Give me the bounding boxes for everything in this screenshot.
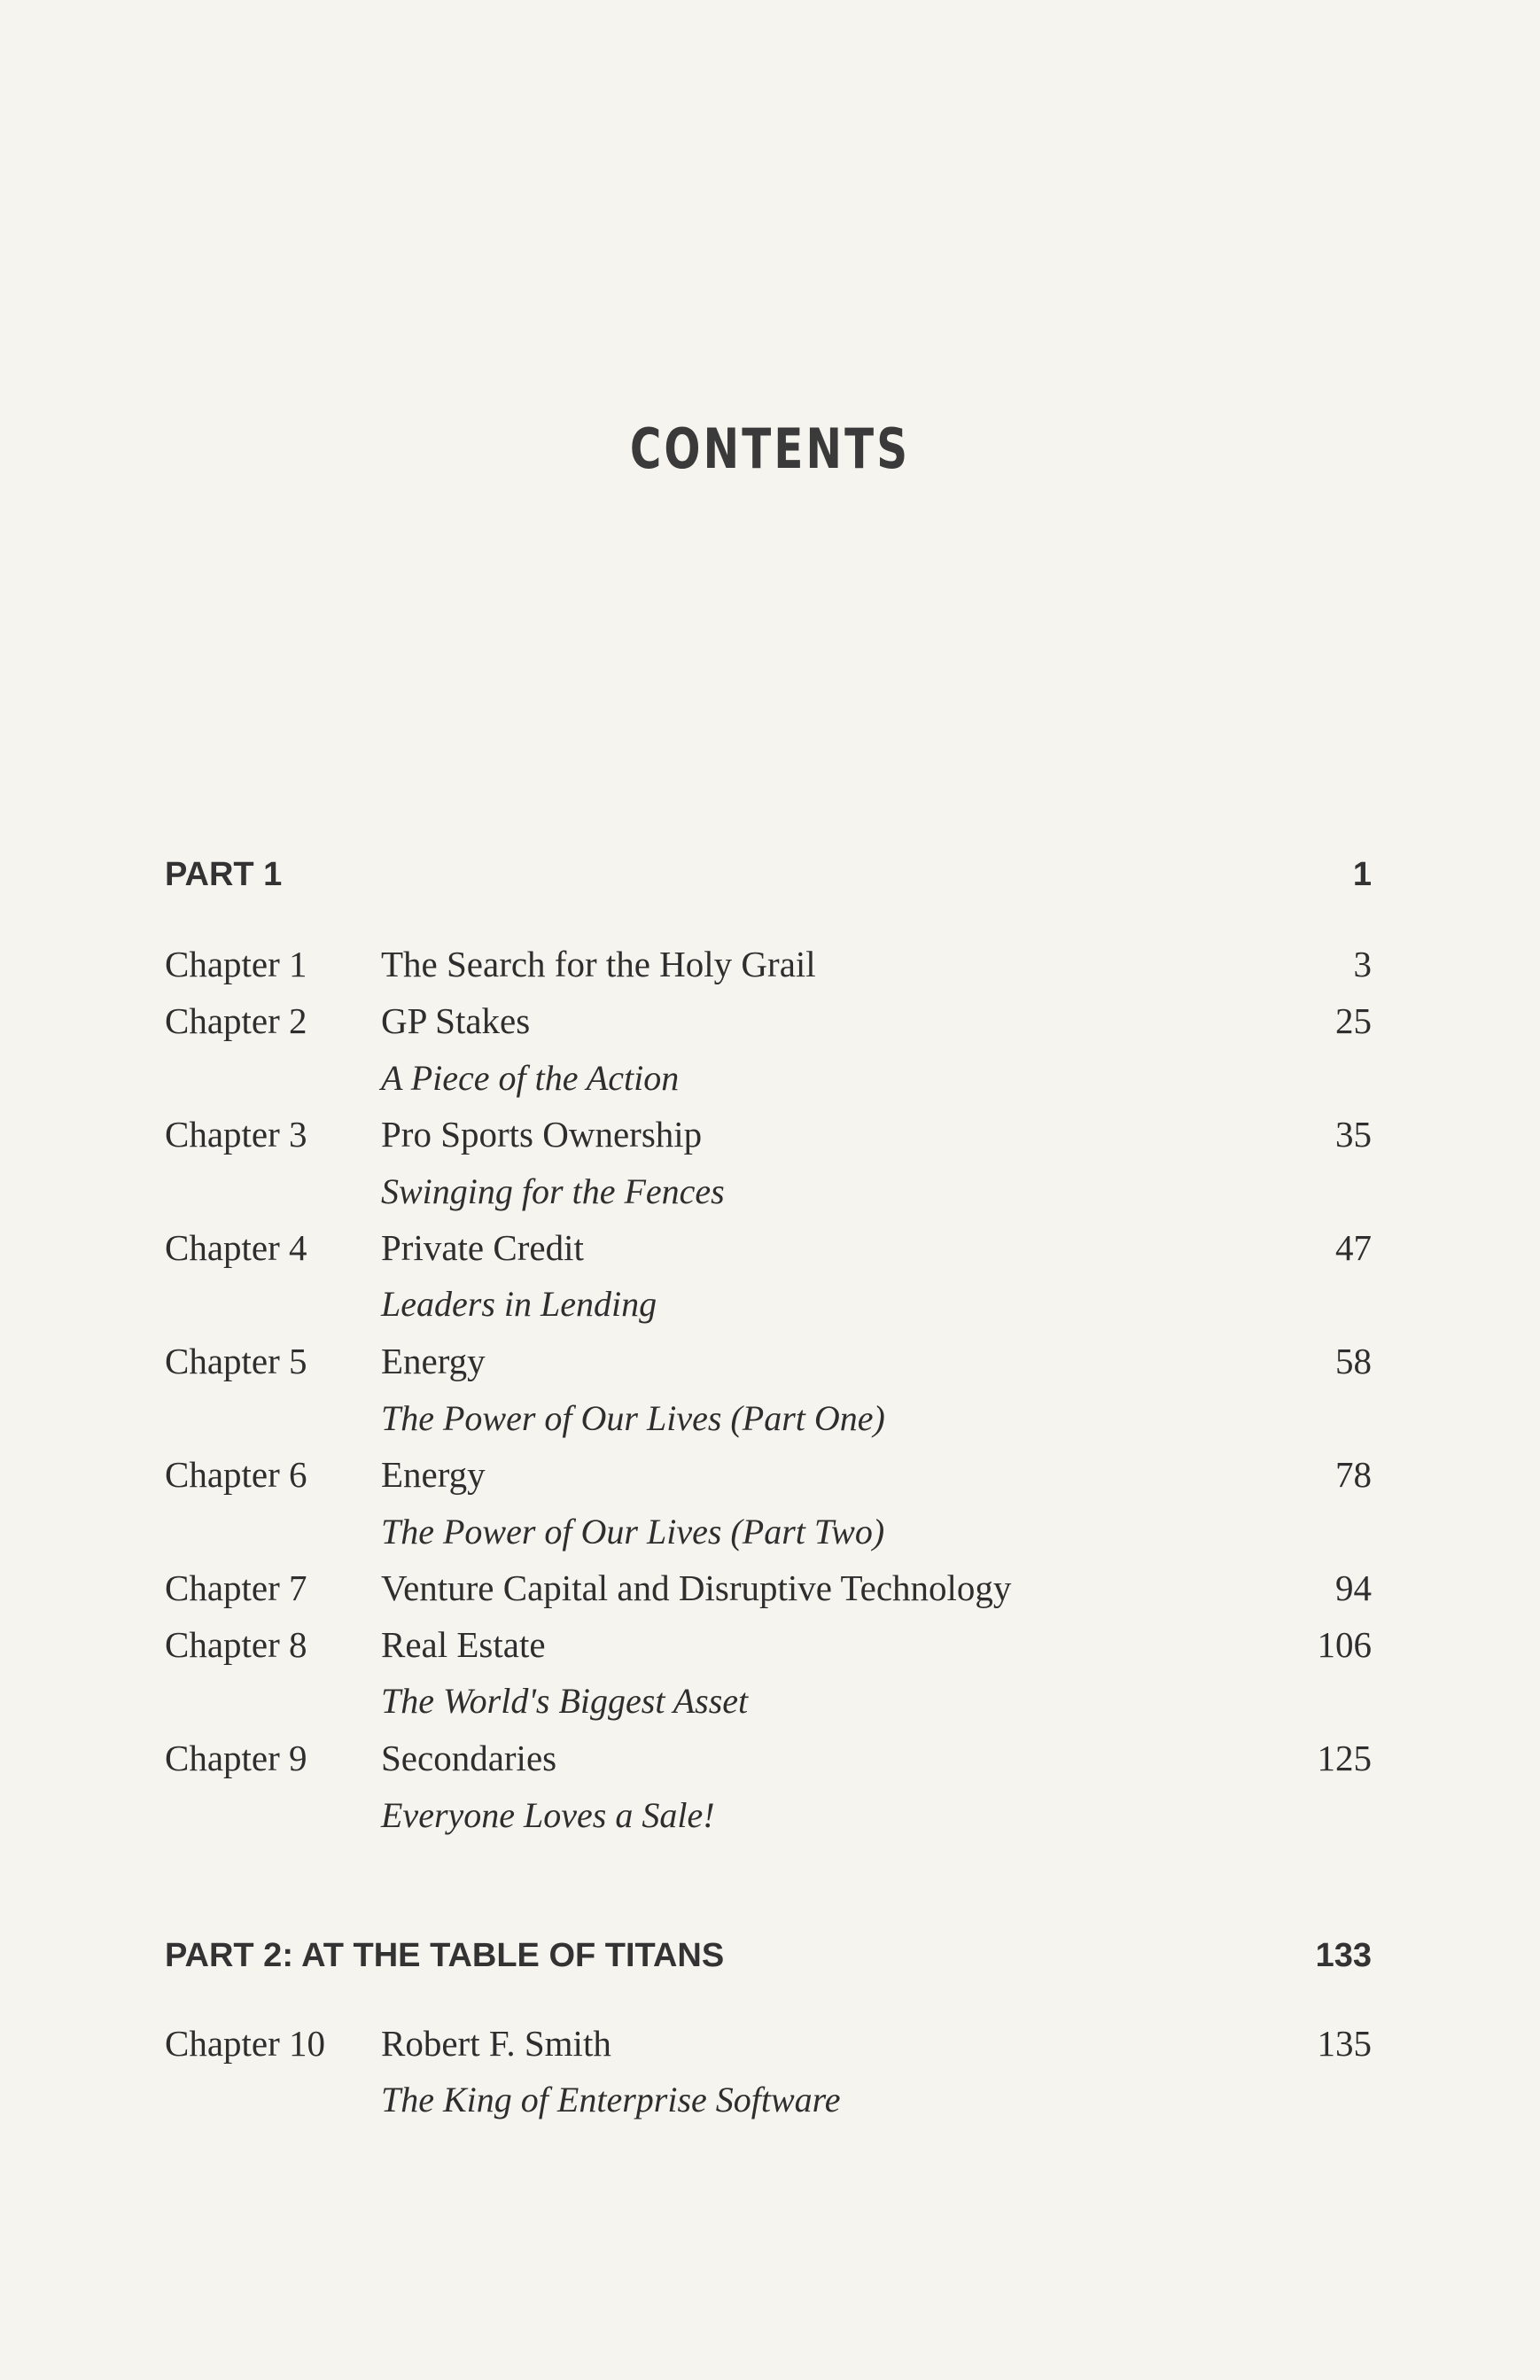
page-number: 135 xyxy=(1317,2023,1372,2064)
part-2-heading xyxy=(165,1937,1372,1990)
part-page-number: 1 xyxy=(1352,856,1372,893)
page-title: CONTENTS xyxy=(629,416,911,481)
page-number: 47 xyxy=(1335,1227,1372,1268)
part-label: PART 1 xyxy=(165,856,283,893)
chapter-number: Chapter 2 xyxy=(165,1000,307,1041)
chapter-number: Chapter 9 xyxy=(165,1738,307,1778)
chapter-number: Chapter 6 xyxy=(165,1454,307,1495)
chapter-subtitle: The Power of Our Lives (Part One) xyxy=(381,1398,885,1438)
chapter-title: Energy xyxy=(381,1454,486,1495)
chapter-number: Chapter 3 xyxy=(165,1114,307,1155)
chapter-subtitle: A Piece of the Action xyxy=(381,1058,680,1098)
chapter-title: Venture Capital and Disruptive Technology xyxy=(381,1567,1012,1608)
toc-row[interactable] xyxy=(165,1336,1372,1386)
toc-row[interactable] xyxy=(165,1450,1372,1499)
page-number: 125 xyxy=(1317,1738,1372,1778)
part-1-heading xyxy=(165,856,1372,909)
page-number: 25 xyxy=(1335,1000,1372,1041)
chapter-title: Private Credit xyxy=(381,1227,584,1268)
page-number: 78 xyxy=(1335,1454,1372,1495)
chapter-title: The Search for the Holy Grail xyxy=(381,944,816,984)
chapter-title: Pro Sports Ownership xyxy=(381,1114,703,1155)
part-page-number: 133 xyxy=(1315,1937,1372,1974)
chapter-title: Robert F. Smith xyxy=(381,2023,611,2064)
page-number: 35 xyxy=(1335,1114,1372,1155)
chapter-number: Chapter 1 xyxy=(165,944,307,984)
chapter-subtitle: The World's Biggest Asset xyxy=(381,1681,749,1721)
toc-row[interactable] xyxy=(165,2018,1372,2068)
chapter-title: Energy xyxy=(381,1341,486,1381)
chapter-title: GP Stakes xyxy=(381,1000,531,1041)
chapter-title: Secondaries xyxy=(381,1738,557,1778)
chapter-subtitle: The King of Enterprise Software xyxy=(381,2080,841,2119)
chapter-title: Real Estate xyxy=(381,1624,546,1665)
chapter-subtitle: Leaders in Lending xyxy=(381,1284,657,1324)
chapter-number: Chapter 7 xyxy=(165,1567,307,1608)
chapter-subtitle: Everyone Loves a Sale! xyxy=(381,1795,715,1835)
chapter-number: Chapter 8 xyxy=(165,1624,307,1665)
toc-row[interactable] xyxy=(165,1223,1372,1272)
toc-row[interactable] xyxy=(165,996,1372,1046)
page-number: 106 xyxy=(1317,1624,1372,1665)
toc-row[interactable] xyxy=(165,1733,1372,1783)
chapter-number: Chapter 5 xyxy=(165,1341,307,1381)
part-label: PART 2: AT THE TABLE OF TITANS xyxy=(165,1937,725,1974)
chapter-subtitle: Swinging for the Fences xyxy=(381,1171,725,1211)
toc-row[interactable] xyxy=(165,1620,1372,1669)
page-number: 58 xyxy=(1335,1341,1372,1381)
chapter-number: Chapter 10 xyxy=(165,2023,326,2064)
page-number: 3 xyxy=(1353,944,1372,984)
chapter-number: Chapter 4 xyxy=(165,1227,307,1268)
toc-row[interactable] xyxy=(165,939,1372,989)
chapter-subtitle: The Power of Our Lives (Part Two) xyxy=(381,1512,885,1552)
page-number: 94 xyxy=(1335,1567,1372,1608)
toc-row[interactable] xyxy=(165,1563,1372,1613)
toc-row[interactable] xyxy=(165,1109,1372,1159)
